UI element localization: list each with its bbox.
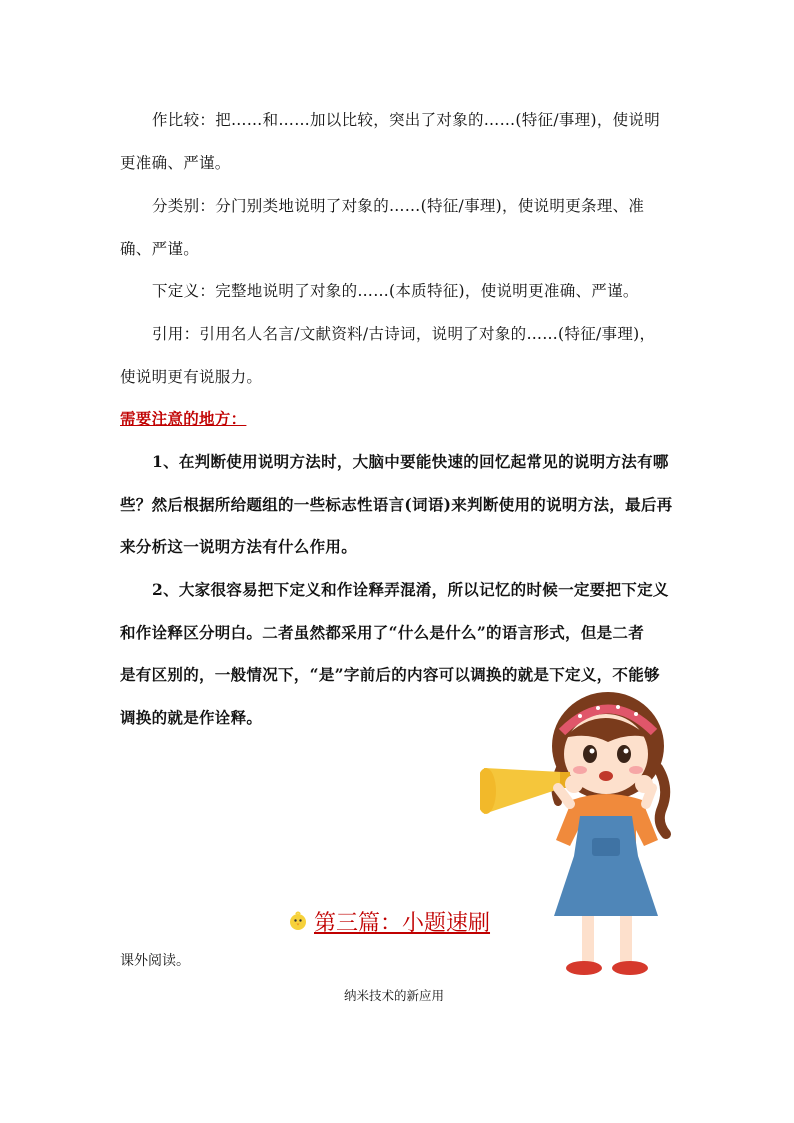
section-title-text: 第三篇：小题速刷 bbox=[314, 910, 491, 936]
notice-item2-line-1: 2、大家很容易把下定义和作诠释弄混淆，所以记忆的时候一定要把下定义 bbox=[152, 580, 669, 599]
notice-item1-line-3: 来分析这一说明方法有什么作用。 bbox=[120, 537, 358, 556]
girl-megaphone-illustration bbox=[480, 688, 680, 988]
notice-item2-line-4: 调换的就是作诠释。 bbox=[120, 708, 263, 727]
notice-item2-line-3: 是有区别的，一般情况下，“是”字前后的内容可以调换的就是下定义，不能够 bbox=[120, 665, 660, 684]
quote-line-1: 引用：引用名人名言/文献资料/古诗词，说明了对象的……(特征/事理)， bbox=[152, 325, 656, 343]
classify-line-2: 确、严谨。 bbox=[120, 240, 200, 258]
classify-line-1: 分类别：分门别类地说明了对象的……(特征/事理)，使说明更条理、准 bbox=[152, 197, 645, 215]
compare-line-2: 更准确、严谨。 bbox=[120, 154, 231, 172]
define-line-1: 下定义：完整地说明了对象的……(本质特征)，使说明更准确、严谨。 bbox=[152, 282, 639, 300]
compare-line-1: 作比较：把……和……加以比较，突出了对象的……(特征/事理)，使说明 bbox=[152, 111, 661, 129]
chick-icon bbox=[288, 911, 308, 931]
section-title bbox=[288, 906, 490, 936]
reading-label: 课外阅读。 bbox=[120, 953, 190, 969]
notice-item2-line-2: 和作诠释区分明白。二者虽然都采用了“什么是什么”的语言形式，但是二者 bbox=[120, 623, 645, 642]
notice-item1-line-1: 1、在判断使用说明方法时，大脑中要能快速的回忆起常见的说明方法有哪 bbox=[152, 452, 669, 471]
passage-title: 纳米技术的新应用 bbox=[344, 988, 445, 1003]
notice-item1-line-2: 些？然后根据所给题组的一些标志性语言(词语)来判断使用的说明方法，最后再 bbox=[120, 495, 673, 514]
notice-heading: 需要注意的地方： bbox=[120, 409, 247, 428]
quote-line-2: 使说明更有说服力。 bbox=[120, 368, 263, 386]
